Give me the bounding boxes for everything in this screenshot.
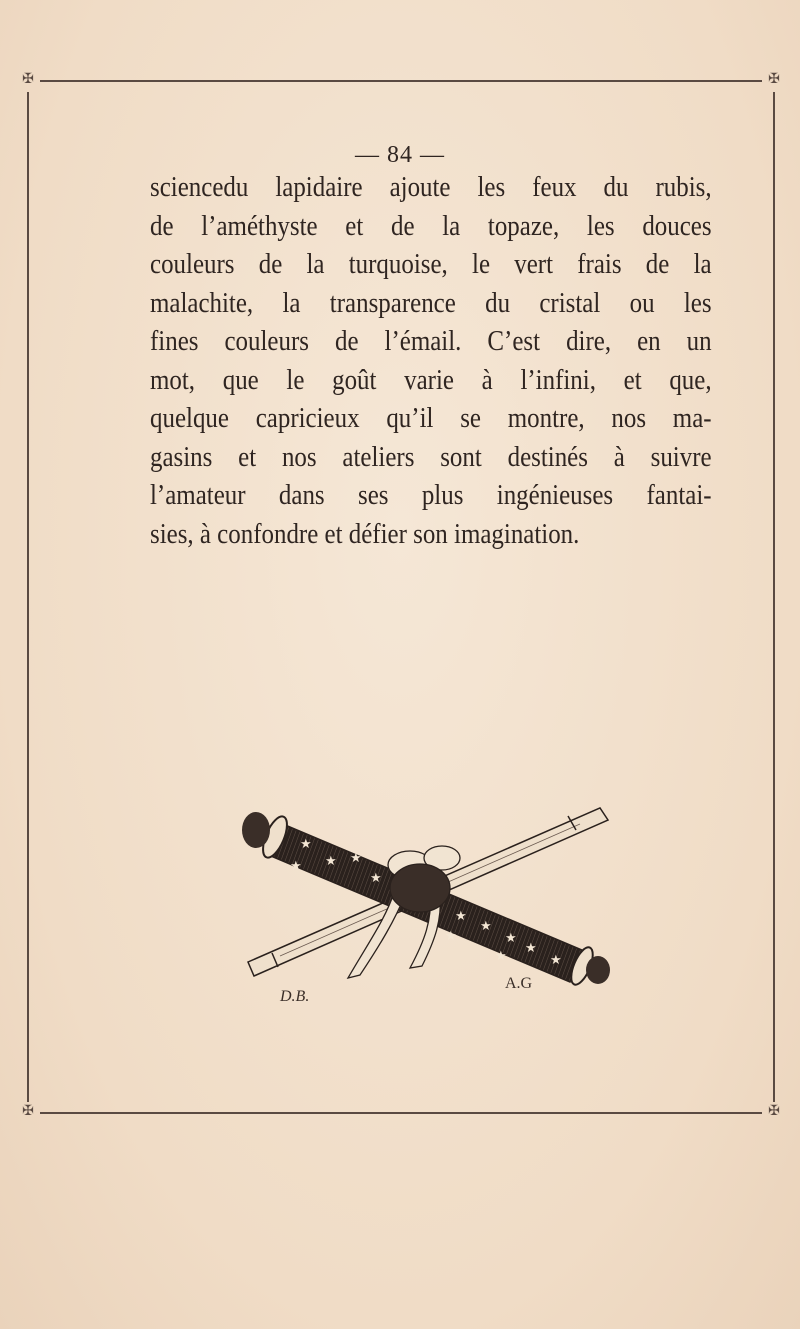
svg-text:★: ★ [525,940,537,955]
artist-signature-left: D.B. [280,988,310,1005]
svg-text:★: ★ [495,948,507,963]
text-line: quelque capricieux qu’il se montre, nos ma- [150,402,712,434]
page-number: — 84 — [355,142,445,168]
body-paragraph [150,168,712,553]
engraving-illustration [220,770,640,1025]
svg-text:★: ★ [505,930,517,945]
corner-ornament-icon: ✠ [768,1104,780,1119]
svg-text:★: ★ [455,908,467,923]
corner-ornament-icon: ✠ [768,72,780,87]
right-border-rule [773,92,775,1102]
svg-text:★: ★ [480,918,492,933]
left-border-rule [27,92,29,1102]
text-line: sies, à confondre et défier son imagination. [150,517,580,550]
top-border-rule [40,80,762,82]
artist-signature-right: A.G [505,975,533,992]
text-line: couleurs de la turquoise, le vert frais de la [150,248,712,280]
svg-text:★: ★ [350,850,362,865]
corner-ornament-icon: ✠ [22,1104,34,1119]
crossed-batons-engraving [220,770,640,1020]
svg-text:★: ★ [445,928,457,943]
text-line: mot, que le goût varie à l’infini, et que, [150,363,712,396]
bottom-border-rule [40,1112,762,1114]
text-line: gasins et nos ateliers sont destinés à suivre [150,440,712,473]
text-line: l’amateur dans ses plus ingénieuses fantai- [150,479,712,511]
svg-text:★: ★ [370,870,382,885]
corner-ornament-icon: ✠ [22,72,34,87]
svg-text:★: ★ [325,853,337,868]
svg-text:★: ★ [300,836,312,851]
text-line: malachite, la transparence du cristal ou les [150,286,712,319]
text-line: fines couleurs de l’émail. C’est dire, en un [150,325,712,357]
text-line: de l’améthyste et de la topaze, les douces [150,209,712,242]
text-line: sciencedu lapidaire ajoute les feux du rubis, [150,171,712,203]
svg-text:★: ★ [550,952,562,967]
svg-text:★: ★ [290,858,302,873]
